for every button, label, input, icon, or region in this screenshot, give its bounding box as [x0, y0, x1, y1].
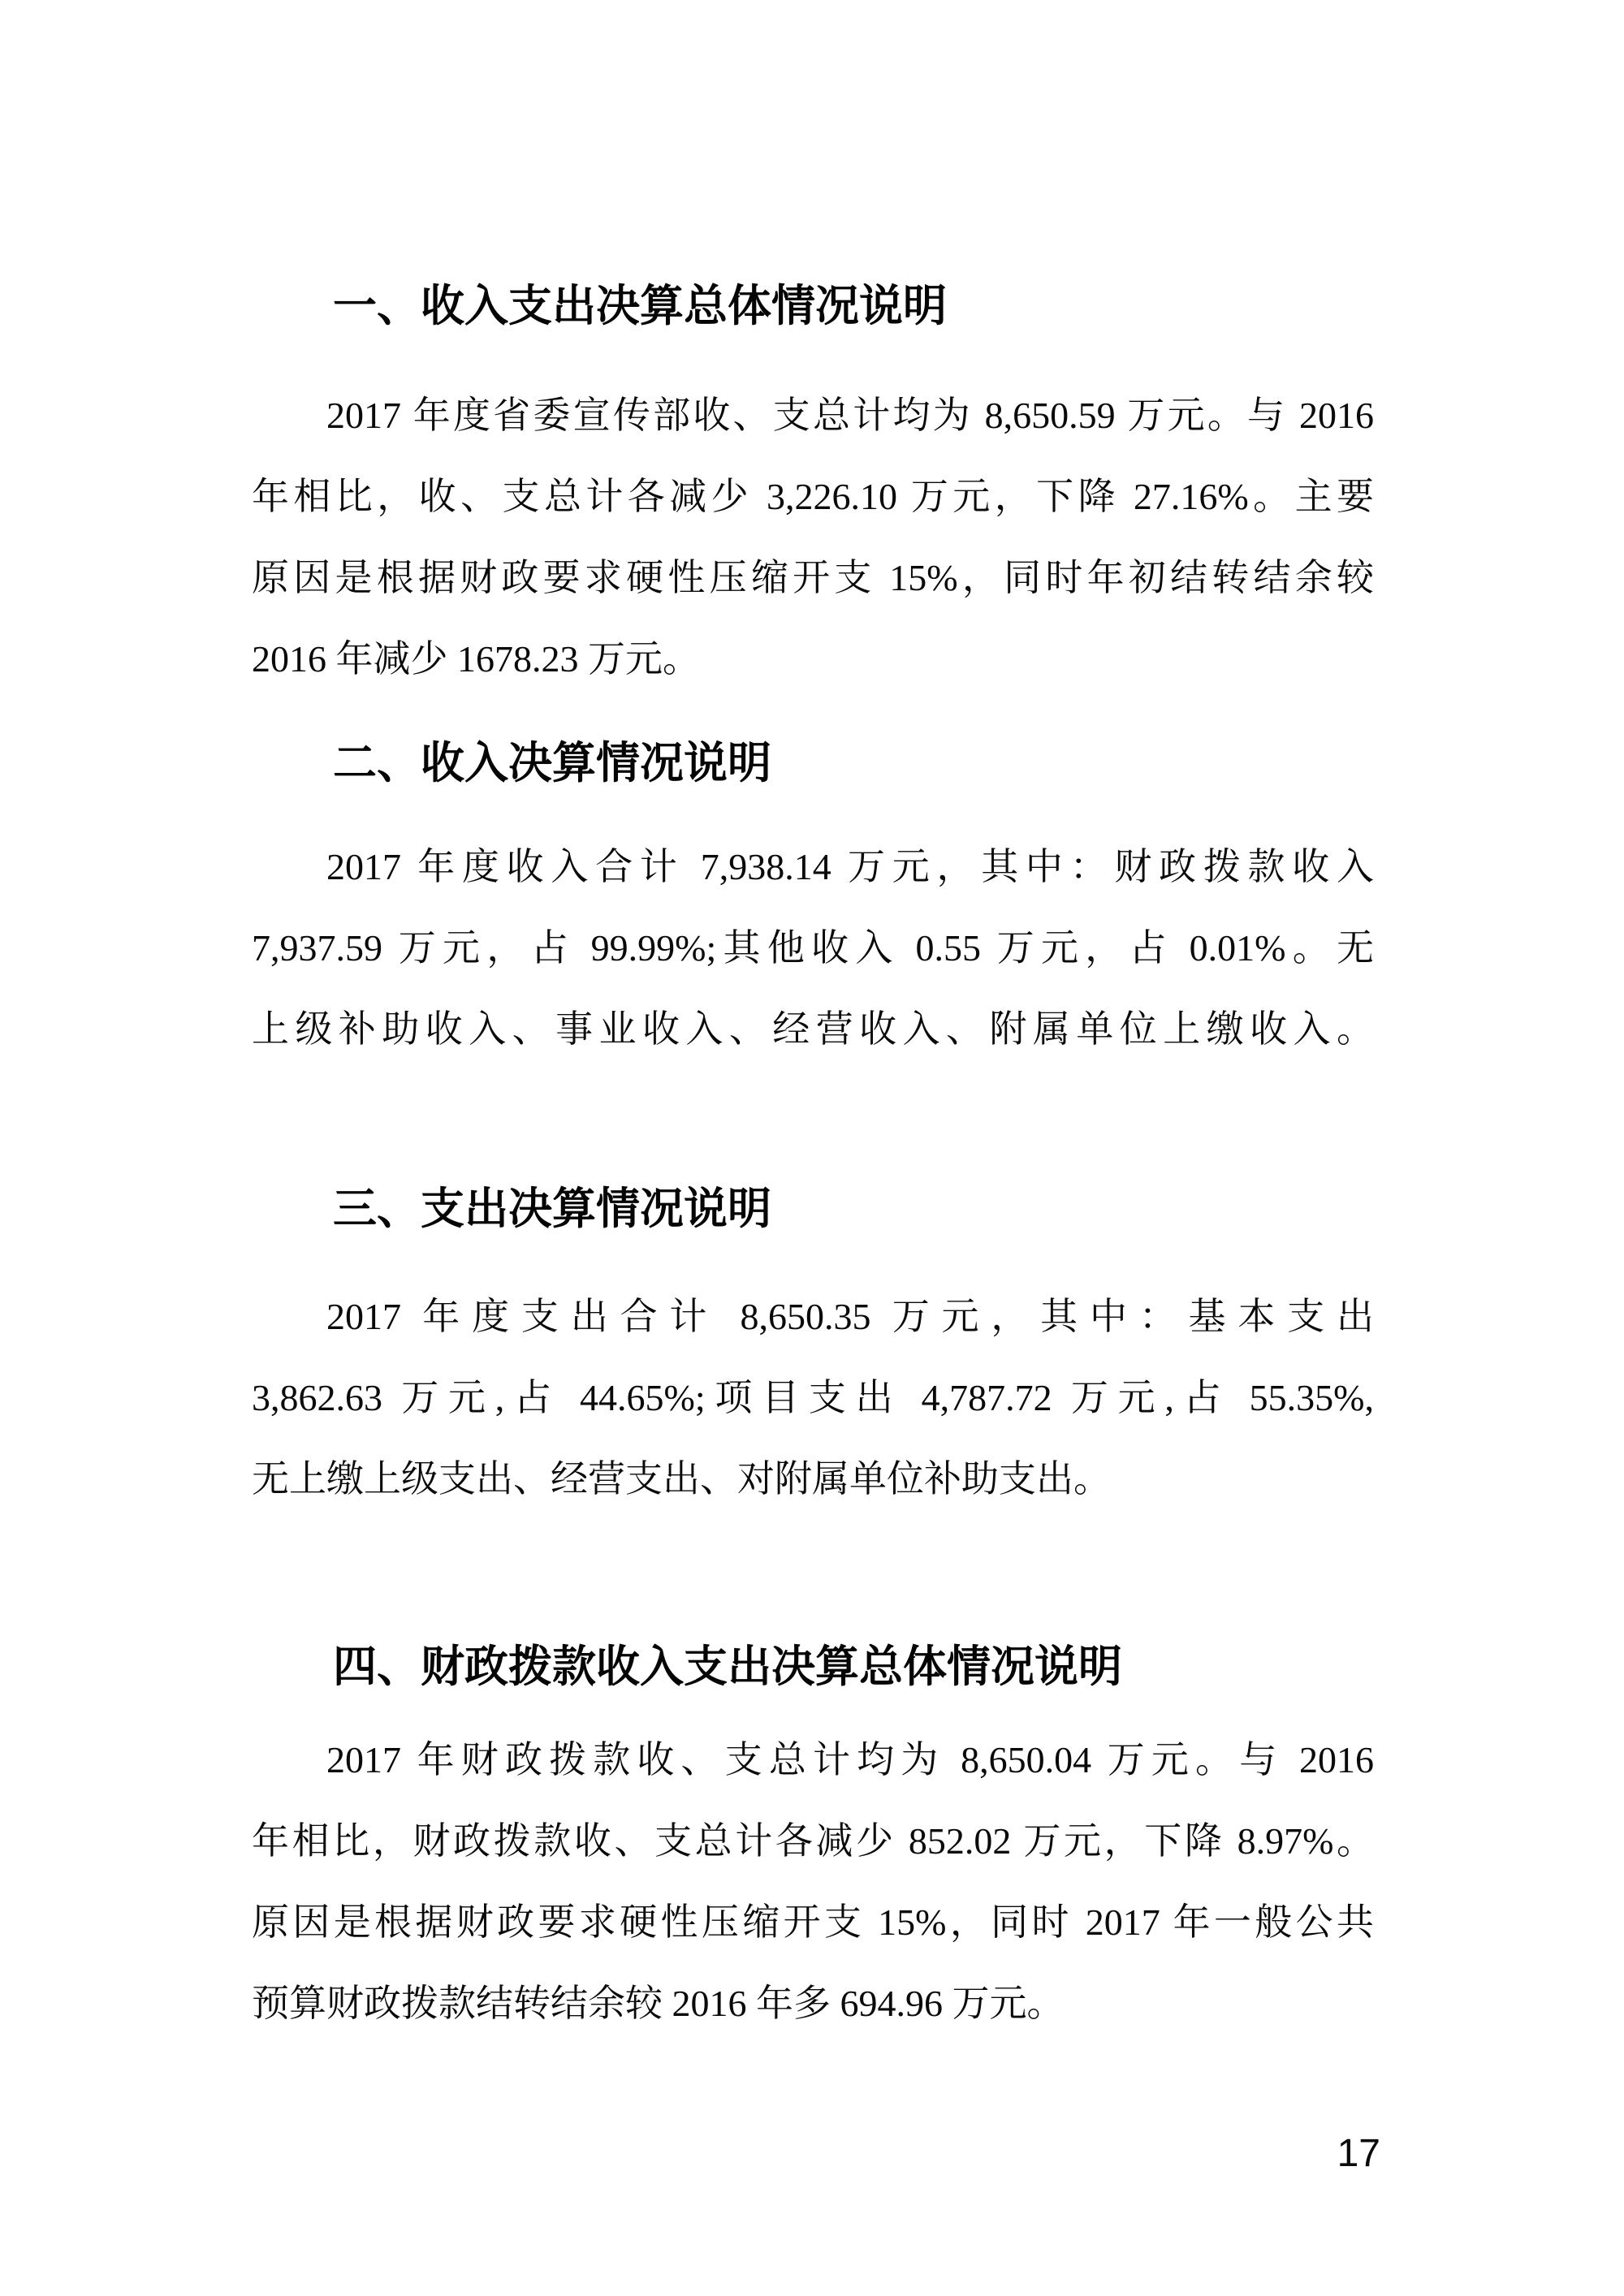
body-line: 无上缴上级支出、经营支出、对附属单位补助支出。: [252, 1458, 1111, 1500]
body-line: 上级补助收入、事业收入、经营收入、附属单位上缴收入。: [252, 1008, 1374, 1050]
section-heading-2: 二、收入决算情况说明: [333, 739, 771, 788]
body-line: 原因是根据财政要求硬性压缩开支 15%，同时年初结转结余较: [252, 557, 1374, 598]
body-line: 2017 年度收入合计 7,938.14 万元，其中：财政拨款收入: [326, 846, 1374, 887]
body-line: 2016 年减少 1678.23 万元。: [252, 638, 700, 680]
body-line: 预算财政拨款结转结余较 2016 年多 694.96 万元。: [252, 1983, 1065, 2024]
section-heading-3: 三、支出决算情况说明: [333, 1185, 771, 1233]
section-heading-4: 四、财政拨款收入支出决算总体情况说明: [333, 1642, 1122, 1691]
body-line: 3,862.63 万元,占 44.65%;项目支出 4,787.72 万元,占 55.35%,: [252, 1377, 1374, 1418]
body-line: 2017 年度支出合计 8,650.35 万元，其中：基本支出: [326, 1296, 1374, 1337]
body-line: 7,937.59 万元，占 99.99%;其他收入 0.55 万元，占 0.01%。无: [252, 927, 1374, 969]
body-line: 原因是根据财政要求硬性压缩开支 15%，同时 2017 年一般公共: [252, 1901, 1374, 1943]
body-line: 2017 年度省委宣传部收、支总计均为 8,650.59 万元。与 2016: [326, 395, 1374, 436]
page-number: 17: [1337, 2132, 1380, 2175]
body-line: 年相比，财政拨款收、支总计各减少 852.02 万元，下降 8.97%。: [252, 1820, 1374, 1862]
body-line: 2017 年财政拨款收、支总计均为 8,650.04 万元。与 2016: [326, 1739, 1374, 1780]
section-heading-1: 一、收入支出决算总体情况说明: [333, 282, 947, 330]
body-line: 年相比，收、支总计各减少 3,226.10 万元，下降 27.16%。主要: [252, 476, 1374, 517]
